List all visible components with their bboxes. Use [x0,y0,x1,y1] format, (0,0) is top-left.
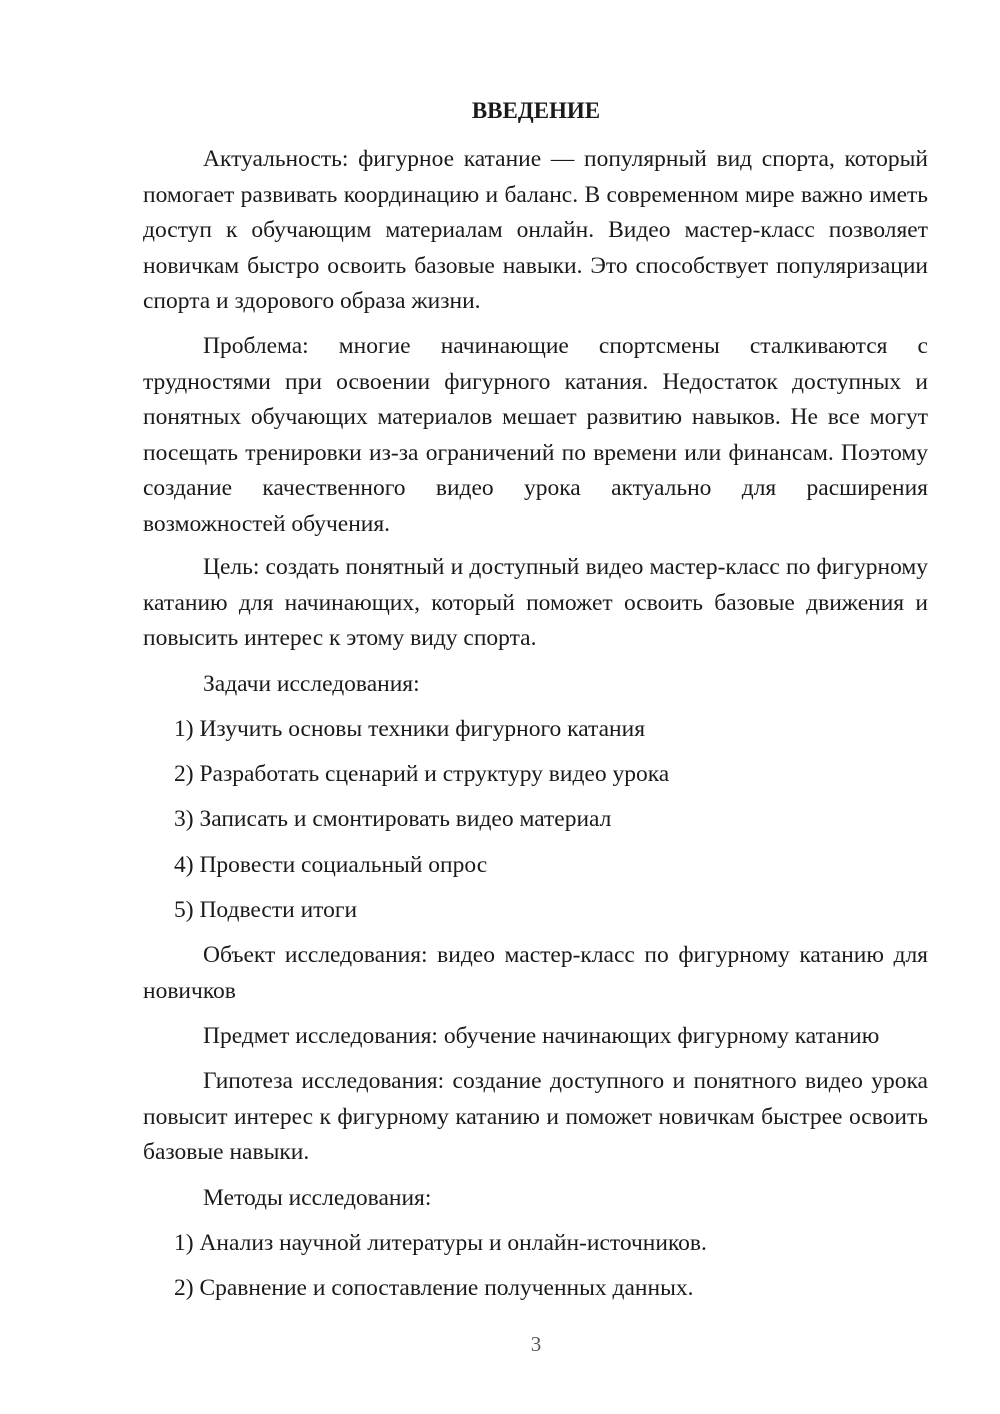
task-item: 4) Провести социальный опрос [174,852,488,878]
subject-line: Предмет исследования: обучение начинающих фигурному катанию [203,1023,880,1049]
hypothesis-paragraph: Гипотеза исследования: создание доступного и понятного видео урока повысит интерес к фигурному катанию и поможет новичкам быстрее освоить базовые навыки. [143,1068,928,1165]
method-item: 1) Анализ научной литературы и онлайн-источников. [174,1230,707,1256]
method-item: 2) Сравнение и сопоставление полученных данных. [174,1275,694,1301]
object-paragraph: Объект исследования: видео мастер-класс по фигурному катанию для новичков [143,942,928,1004]
task-item: 2) Разработать сценарий и структуру видео урока [174,761,670,787]
task-item: 1) Изучить основы техники фигурного катания [174,716,646,742]
section-title: ВВЕДЕНИЕ [471,98,601,123]
page-number: 3 [530,1332,542,1356]
methods-heading: Методы исследования: [203,1185,432,1211]
problem-paragraph: Проблема: многие начинающие спортсмены сталкиваются с трудностями при освоении фигурного катания. Недостаток доступных и понятных обучающих материалов мешает развитию навыков. Не все могут посещать тренировки из-за ограничений по времени или финансам. Поэтому создание качественного видео урока актуально для расширения возможностей обучения. [143,333,928,537]
task-item: 5) Подвести итоги [174,897,358,923]
tasks-heading: Задачи исследования: [203,671,420,697]
relevance-paragraph: Актуальность: фигурное катание — популярный вид спорта, который помогает развивать координацию и баланс. В современном мире важно иметь доступ к обучающим материалам онлайн. Видео мастер-класс позволяет новичкам быстро освоить базовые навыки. Это способствует популяризации спорта и здорового образа жизни. [143,146,928,314]
goal-paragraph: Цель: создать понятный и доступный видео мастер-класс по фигурному катанию для начинающих, который поможет освоить базовые движения и повысить интерес к этому виду спорта. [143,554,928,651]
task-item: 3) Записать и смонтировать видео материал [174,806,612,832]
